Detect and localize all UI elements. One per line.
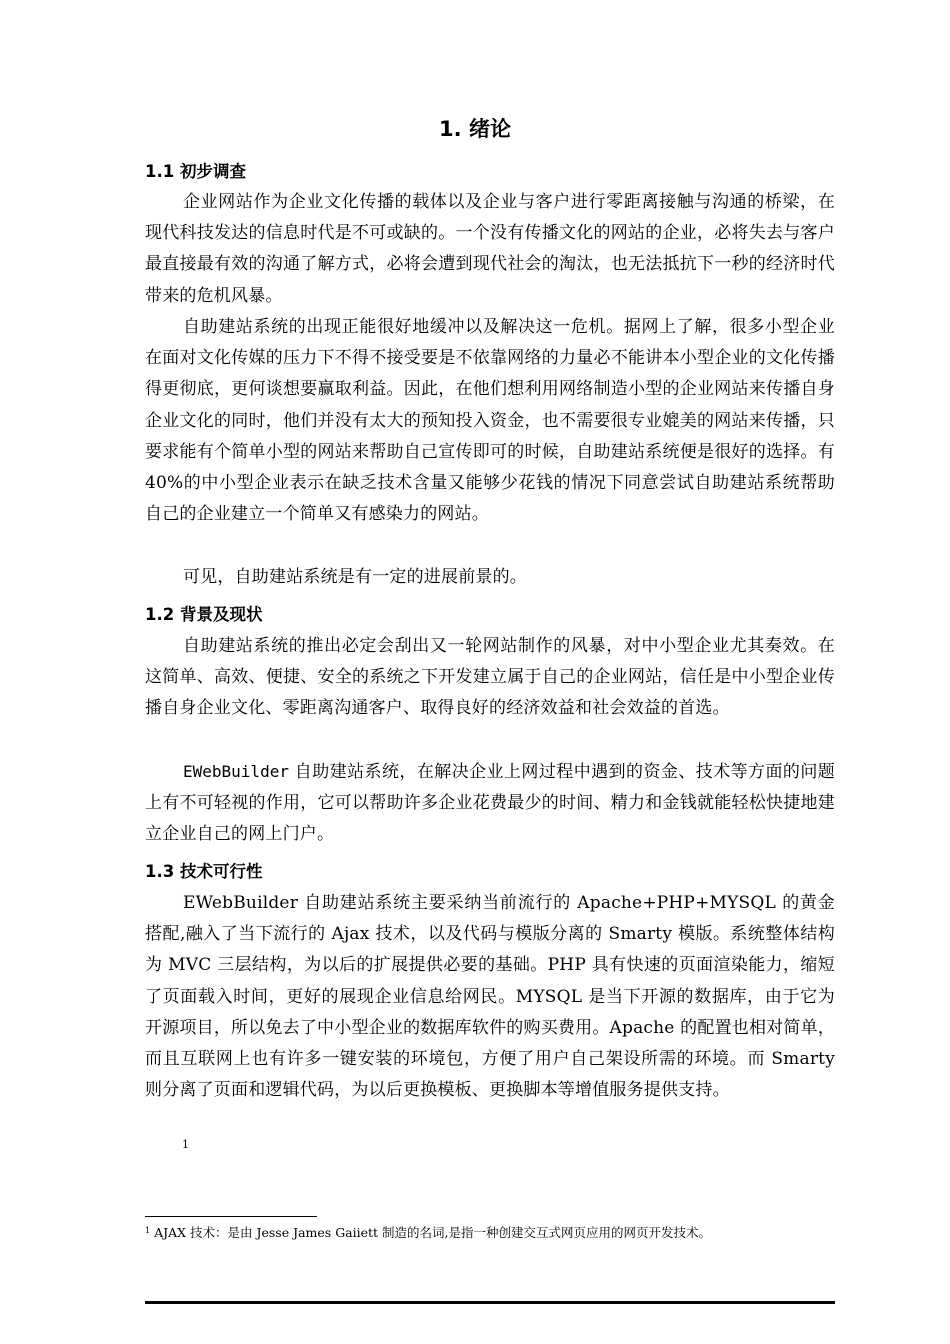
footnote (145, 1222, 845, 1242)
chapter-title: 1. 绪论 (439, 117, 511, 141)
paragraph: 自助建站系统的推出必定会刮出又一轮网站制作的风暴，对中小型企业尤其奏效。在这简单、高效、便捷、安全的系统之下开发建立属于自己的企业网站，信任是中小型企业传播自身企业文化、零距离沟通客户、取得良好的经济效益和社会效益的首选。 (145, 636, 835, 719)
footnote-marker: 1 (182, 1138, 189, 1151)
paragraph: 可见，自助建站系统是有一定的进展前景的。 (183, 567, 527, 587)
footnote-text: AJAX 技术：是由 Jesse James Gaiiett 制造的名词,是指一种创建交互式网页应用的网页开发技术。 (150, 1225, 712, 1240)
paragraph: 自助建站系统的出现正能很好地缓冲以及解决这一危机。据网上了解，很多小型企业在面对文化传媒的压力下不得不接受要是不依靠网络的力量必不能讲本小型企业的文化传播得更彻底，更何谈想要赢取利益。因此，在他们想利用网络制造小型的企业网站来传播自身企业文化的同时，他们并没有太大的预知投入资金，也不需要很专业媲美的网站来传播，只要求能有个简单小型的网站来帮助自己宣传即可的时候，自助建站系统便是很好的选择。有 40%的中小型企业表示在缺乏技术含量又能够少花钱的情况下同意尝试自助建站系统帮助自己的企业建立一个简单又有感染力的网站。 (145, 317, 835, 525)
paragraph: EWebBuilder 自助建站系统主要采纳当前流行的 Apache+PHP+MYSQL 的黄金搭配,融入了当下流行的 Ajax 技术，以及代码与模版分离的 Smarty 模版。系统整体结构为 MVC 三层结构，为以后的扩展提供必要的基础。PHP 具有快速的页面渲染能力，缩短了页面载入时间，更好的展现企业信息给网民。MYSQL 是当下开源的数据库，由于它为开源项目，所以免去了中小型企业的数据库软件的购买费用。Apache 的配置也相对简单，而且互联网上也有许多一键安装的环境包，方便了用户自己架设所需的环境。而 Smarty 则分离了页面和逻辑代码，为以后更换模板、更换脚本等增值服务提供支持。 (145, 893, 835, 1101)
footnote-number: 1 (145, 1226, 151, 1235)
paragraph (145, 756, 835, 851)
footnote-separator (145, 1216, 317, 1217)
paragraph-text: 自助建站系统，在解决企业上网过程中遇到的资金、技术等方面的问题上有不可轻视的作用，它可以帮助许多企业花费最少的时间、精力和金钱就能轻松快捷地建立企业自己的网上门户。 (145, 762, 835, 845)
product-name: EWebBuilder (183, 762, 289, 781)
section-heading-1-3: 1.3 技术可行性 (145, 862, 263, 881)
paragraph: 企业网站作为企业文化传播的载体以及企业与客户进行零距离接触与沟通的桥梁，在现代科技发达的信息时代是不可或缺的。一个没有传播文化的网站的企业，必将失去与客户最直接最有效的沟通了解方式，必将会遭到现代社会的淘汰，也无法抵抗下一秒的经济时代带来的危机风暴。 (145, 192, 835, 306)
section-heading-1-1: 1.1 初步调查 (145, 162, 246, 181)
section-heading-1-2: 1.2 背景及现状 (145, 605, 263, 624)
page-bottom-rule (145, 1301, 835, 1304)
